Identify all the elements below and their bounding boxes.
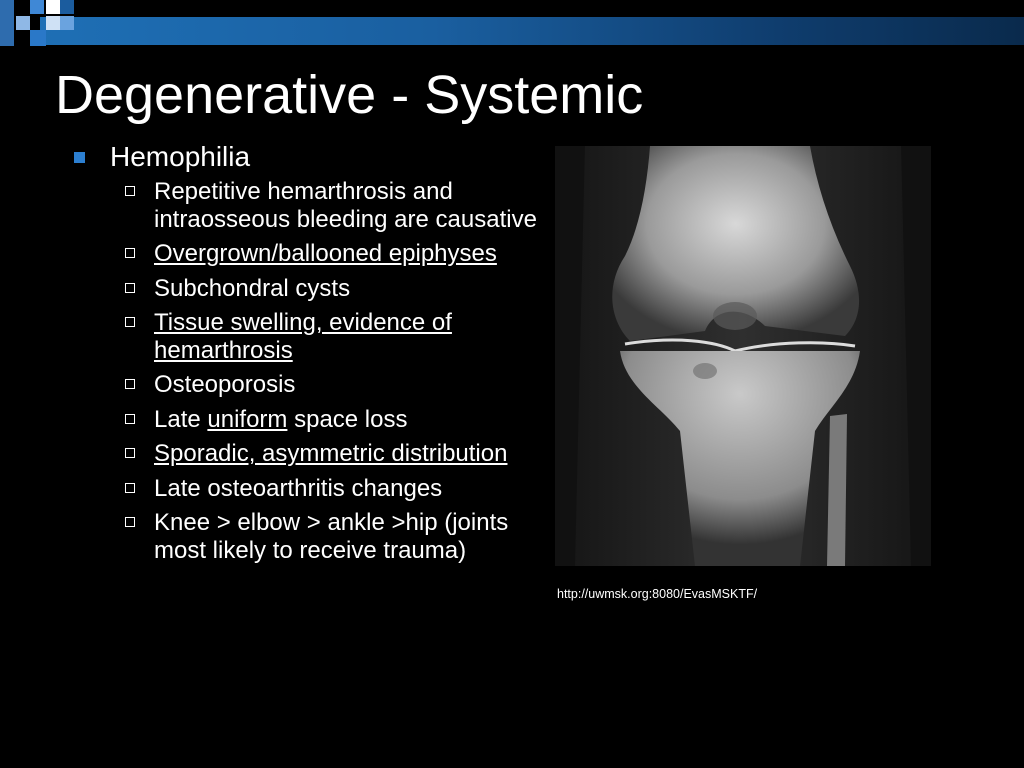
main-bullet [72, 140, 542, 174]
sub-bullet-text: Osteoporosis [154, 371, 296, 398]
sub-bullet-text: Repetitive hemarthrosis and intraosseous bleeding are causative [154, 178, 537, 233]
hollow-square-bullet-icon [125, 317, 135, 327]
decor-square [60, 16, 74, 30]
sub-bullet-item [72, 475, 542, 503]
image-caption-url: http://uwmsk.org:8080/EvasMSKTF/ [557, 587, 758, 601]
slide-title: Degenerative - Systemic [55, 65, 644, 125]
main-bullet-text: Hemophilia [110, 141, 251, 172]
sub-bullet-item [72, 178, 542, 233]
sub-bullet-item [72, 240, 542, 268]
decor-square [14, 0, 26, 14]
hollow-square-bullet-icon [125, 483, 135, 493]
sub-bullet-item [72, 440, 542, 468]
knee-xray-image [555, 146, 931, 566]
hollow-square-bullet-icon [125, 186, 135, 196]
hollow-square-bullet-icon [125, 248, 135, 258]
bullet-list [72, 140, 542, 571]
sub-bullet-text: uniform [207, 405, 288, 433]
sub-bullet-text: Overgrown/ballooned epiphyses [154, 240, 497, 267]
sub-bullet-list [72, 178, 542, 564]
sub-bullet-text: space loss [287, 405, 408, 433]
hollow-square-bullet-icon [125, 517, 135, 527]
header-decoration [0, 0, 1024, 46]
sub-bullet-text: Tissue swelling, evidence of hemarthrosis [154, 309, 452, 364]
decor-square [0, 0, 14, 46]
xray-illustration [555, 146, 931, 566]
sub-bullet-item [72, 406, 542, 434]
hollow-square-bullet-icon [125, 379, 135, 389]
hollow-square-bullet-icon [125, 448, 135, 458]
sub-bullet-item [72, 371, 542, 399]
square-bullet-icon [74, 152, 85, 163]
sub-bullet-text: Sporadic, asymmetric distribution [154, 440, 508, 467]
decor-square [30, 0, 44, 14]
decor-square [16, 16, 30, 30]
decor-square [30, 30, 46, 46]
sub-bullet-item [72, 275, 542, 303]
sub-bullet-item [72, 309, 542, 364]
sub-bullet-text: Subchondral cysts [154, 274, 351, 302]
hollow-square-bullet-icon [125, 414, 135, 424]
sub-bullet-item [72, 509, 542, 564]
sub-bullet-text: Knee > elbow > ankle >hip (joints most likely to receive trauma) [154, 509, 509, 564]
header-gradient-bar [40, 17, 1024, 45]
sub-bullet-text: Late [154, 405, 208, 433]
sub-bullet-text: Late osteoarthritis changes [154, 474, 443, 502]
decor-square [46, 0, 60, 14]
hollow-square-bullet-icon [125, 283, 135, 293]
decor-square [60, 0, 74, 14]
decor-square [46, 16, 60, 30]
